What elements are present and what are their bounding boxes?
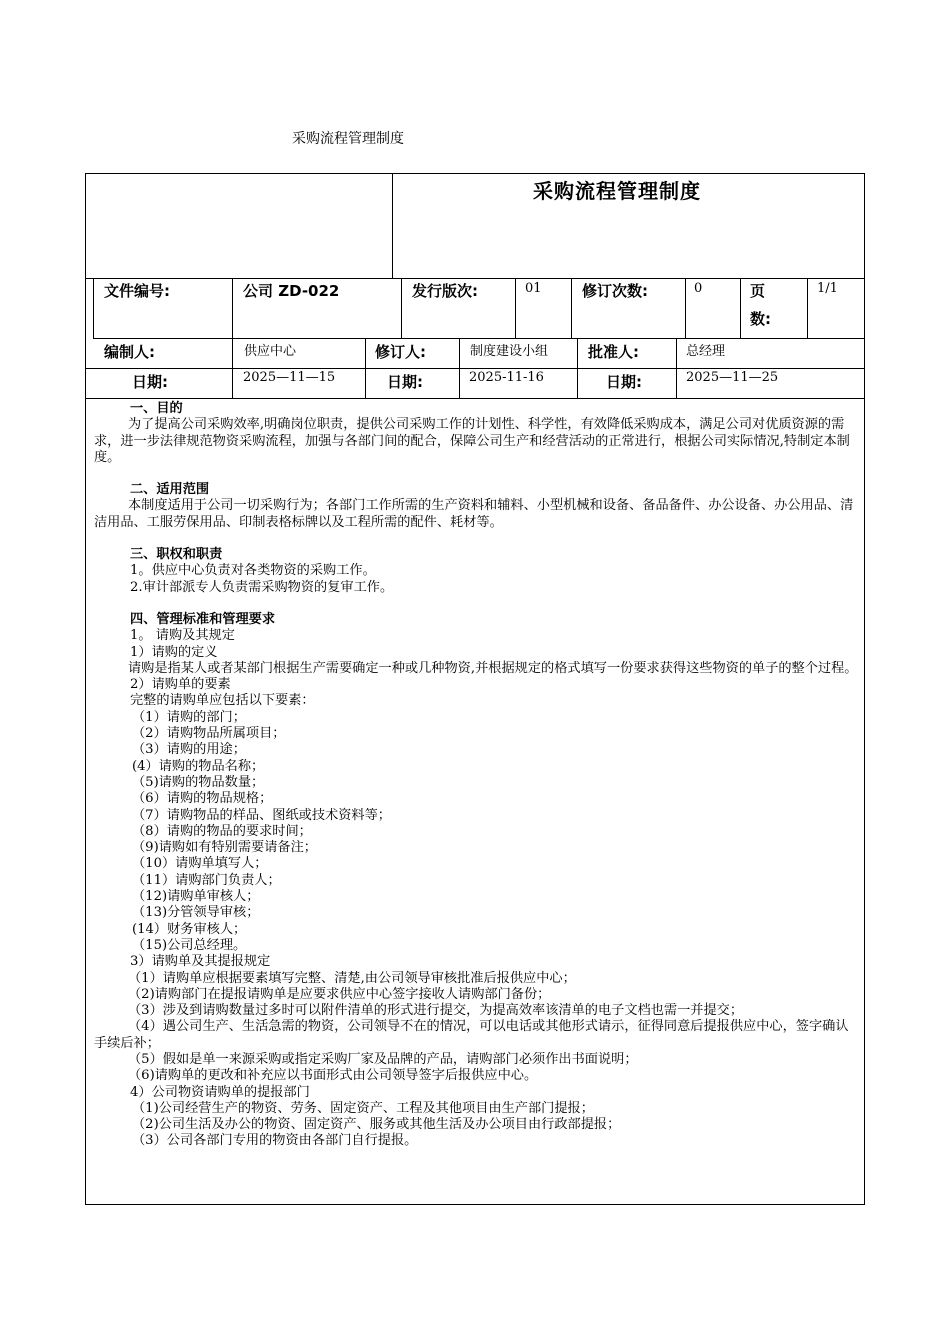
approver-label: 批准人: — [588, 343, 639, 361]
paragraph: 请购是指某人或者某部门根据生产需要确定一种或几种物资,并根据规定的格式填写一份要求获得这些物资的单子的整个过程。 — [128, 660, 858, 676]
list-item: （1)公司经营生产的物资、劳务、固定资产、工程及其他项目由生产部门提报； — [132, 1100, 594, 1116]
list-item: （7）请购物品的样品、图纸或技术资料等； — [132, 807, 391, 823]
divider — [577, 338, 578, 398]
list-item: （8）请购的物品的要求时间； — [132, 823, 312, 839]
divider — [392, 173, 393, 278]
date-value-1: 2025—11—15 — [243, 370, 336, 385]
divider — [85, 368, 865, 369]
date-label-1: 日期: — [132, 373, 168, 391]
element-list — [94, 710, 860, 954]
divider — [571, 278, 572, 339]
date-value-3: 2025—11—25 — [686, 370, 779, 385]
section-title: 三、职权和职责 — [130, 547, 223, 563]
list-item: （9)请购如有特别需要请备注； — [132, 840, 317, 856]
subsection-title: 4）公司物资请购单的提报部门 — [130, 1084, 310, 1100]
list-item: （2）请购物品所属项目； — [132, 726, 286, 742]
list-item: （5）假如是单一来源采购或指定采购厂家及品牌的产品，请购部门必须作出书面说明； — [128, 1051, 638, 1067]
list-item: （3）公司各部门专用的物资由各部门自行提报。 — [132, 1133, 418, 1149]
revisions-label: 修订次数: — [582, 282, 648, 300]
subsection-title: 2）请购单的要素 — [130, 677, 231, 693]
divider — [401, 278, 402, 339]
date-label-3: 日期: — [606, 373, 642, 391]
file-no-value: 公司 ZD-022 — [243, 282, 340, 300]
date-value-2: 2025-11-16 — [469, 370, 544, 385]
list-item: （2)公司生活及办公的物资、固定资产、服务或其他生活及办公项目由行政部提报； — [132, 1117, 621, 1133]
list-item: （12)请购单审核人； — [132, 889, 260, 905]
divider — [676, 338, 677, 398]
document-body — [94, 401, 860, 1150]
divider — [93, 278, 94, 339]
section-title: 一、目的 — [130, 401, 183, 416]
list-item: （13)分管领导审核； — [132, 905, 260, 921]
divider — [85, 398, 865, 399]
subsection-title: 1。 请购及其规定 — [130, 628, 235, 644]
author-value: 供应中心 — [244, 344, 297, 359]
pages-label-2: 数: — [750, 310, 771, 328]
reviser-value: 制度建设小组 — [470, 344, 549, 359]
version-label: 发行版次: — [412, 282, 478, 300]
paragraph: 完整的请购单应包括以下要素： — [130, 693, 315, 709]
list-item: （15)公司总经理。 — [132, 937, 247, 953]
list-item: （1）请购的部门； — [132, 709, 246, 725]
list-item: （3）涉及到请购数量过多时可以附件清单的形式进行提交，为提高效率该清单的电子文档也需一并提交； — [128, 1003, 744, 1019]
divider — [85, 278, 865, 279]
header-title: 采购流程管理制度 — [292, 131, 404, 147]
divider — [232, 278, 233, 398]
paragraph: 本制度适用于公司一切采购行为；各部门工作所需的生产资料和辅料、小型机械和设备、备品备件、办公设备、办公用品、清洁用品、工服劳保用品、印制表格标牌以及工程所需的配件、耗材等。 — [94, 498, 854, 530]
section-title: 四、管理标准和管理要求 — [130, 611, 276, 627]
list-item: （6)请购单的更改和补充应以书面形式由公司领导签字后报供应中心。 — [128, 1068, 538, 1084]
list-item: （1）请购单应根据要素填写完整、清楚,由公司领导审核批准后报供应中心； — [128, 970, 576, 986]
list-item: （11）请购部门负责人； — [132, 872, 281, 888]
divider — [459, 338, 460, 398]
revisions-value: 0 — [694, 281, 703, 296]
pages-label: 页 — [750, 282, 766, 300]
section-title: 二、适用范围 — [130, 482, 210, 498]
reviser-label: 修订人: — [375, 343, 426, 361]
dept-list — [94, 1101, 860, 1150]
list-item: (14）财务审核人； — [132, 921, 247, 937]
date-label-2: 日期: — [387, 373, 423, 391]
divider — [515, 278, 516, 339]
subsection-title: 3）请购单及其提报规定 — [130, 954, 271, 970]
list-item: 1。供应中心负责对各类物资的采购工作。 — [130, 563, 376, 579]
subsection-title: 1）请购的定义 — [130, 644, 218, 660]
divider — [93, 338, 865, 339]
author-label: 编制人: — [104, 343, 155, 361]
list-item: (4）请购的物品名称； — [132, 758, 265, 774]
rule-list — [94, 971, 860, 1085]
list-item: 2.审计部派专人负责需采购物资的复审工作。 — [130, 579, 394, 595]
divider — [807, 278, 808, 339]
divider — [685, 278, 686, 339]
list-item: （4）遇公司生产、生活急需的物资，公司领导不在的情况，可以电话或其他形式请示，征得同意后提报供应中心，签字确认手续后补； — [94, 1019, 849, 1051]
divider — [365, 338, 366, 398]
approver-value: 总经理 — [686, 344, 726, 359]
list-item: （3）请购的用途； — [132, 742, 246, 758]
file-no-label: 文件编号: — [104, 282, 170, 300]
document-title: 采购流程管理制度 — [533, 179, 701, 203]
pages-value: 1/1 — [817, 281, 838, 296]
paragraph: 为了提高公司采购效率,明确岗位职责，提供公司采购工作的计划性、科学性，有效降低采购成本，满足公司对优质资源的需求，进一步法律规范物资采购流程，加强与各部门间的配合，保障公司生产和经营活动的正常进行，根据公司实际情况,特制定本制度。 — [94, 417, 850, 465]
divider — [740, 278, 741, 339]
list-item: （5)请购的物品数量； — [132, 774, 265, 790]
list-item: （6）请购的物品规格； — [132, 791, 273, 807]
list-item: （10）请购单填写人； — [132, 856, 268, 872]
version-value: 01 — [525, 281, 542, 296]
list-item: （2)请购部门在提报请购单是应要求供应中心签字接收人请购部门备份； — [128, 986, 551, 1002]
